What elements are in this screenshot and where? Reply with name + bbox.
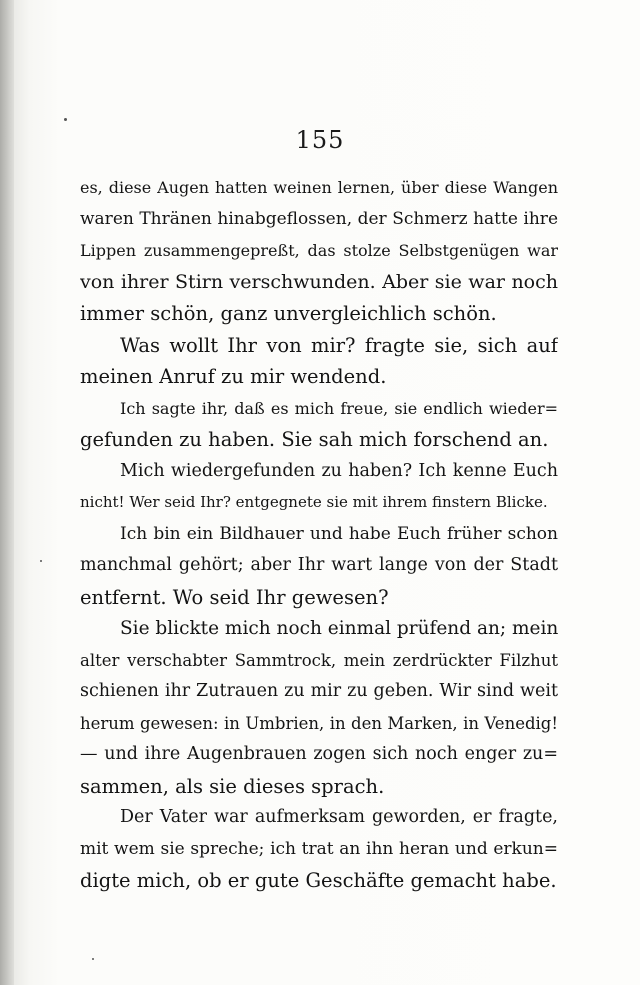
text-line: gefunden zu haben. Sie sah mich forschend an. xyxy=(80,428,549,451)
text-line: nicht! Wer seid Ihr? entgegnete sie mit ihrem finstern Blicke. xyxy=(80,493,548,511)
text-line: es, diese Augen hatten weinen lernen, über diese Wangen xyxy=(80,178,558,197)
paper-speck xyxy=(92,958,94,960)
text-line: Sie blickte mich noch einmal prüfend an; mein xyxy=(120,618,558,639)
text-line: alter verschabter Sammtrock, mein zerdrückter Filzhut xyxy=(80,650,558,670)
text-line: mit wem sie spreche; ich trat an ihn heran und erkun= xyxy=(80,838,558,859)
text-line: waren Thränen hinabgeflossen, der Schmerz hatte ihre xyxy=(80,208,558,229)
paper-speck xyxy=(40,560,42,562)
body-text xyxy=(80,172,558,897)
page-number: 155 xyxy=(295,126,345,154)
text-line: entfernt. Wo seid Ihr gewesen? xyxy=(80,585,389,609)
paper-speck xyxy=(64,118,67,121)
text-line: von ihrer Stirn verschwunden. Aber sie war noch xyxy=(80,270,558,293)
text-line: schienen ihr Zutrauen zu mir zu geben. Wir sind weit xyxy=(80,681,558,701)
text-line: Lippen zusammengepreßt, das stolze Selbstgenügen war xyxy=(80,241,558,260)
text-line: Mich wiedergefunden zu haben? Ich kenne Euch xyxy=(120,460,558,481)
text-line: herum gewesen: in Umbrien, in den Marken, in Venedig! xyxy=(80,713,558,733)
text-line: Ich bin ein Bildhauer und habe Euch früher schon xyxy=(120,523,558,544)
text-line: sammen, als sie dieses sprach. xyxy=(80,774,385,798)
text-line: — und ihre Augenbrauen zogen sich noch enger zu= xyxy=(80,744,558,764)
text-line: Ich sagte ihr, daß es mich freue, sie endlich wieder= xyxy=(120,398,558,418)
text-line: digte mich, ob er gute Geschäfte gemacht habe. xyxy=(80,869,557,892)
text-line: Der Vater war aufmerksam geworden, er fragte, xyxy=(120,807,558,827)
text-line: manchmal gehört; aber Ihr wart lange von der Stadt xyxy=(80,555,558,575)
text-line: Was wollt Ihr von mir? fragte sie, sich auf xyxy=(120,333,558,357)
text-line: immer schön, ganz unvergleichlich schön. xyxy=(80,302,497,325)
text-line: meinen Anruf zu mir wendend. xyxy=(80,365,387,388)
